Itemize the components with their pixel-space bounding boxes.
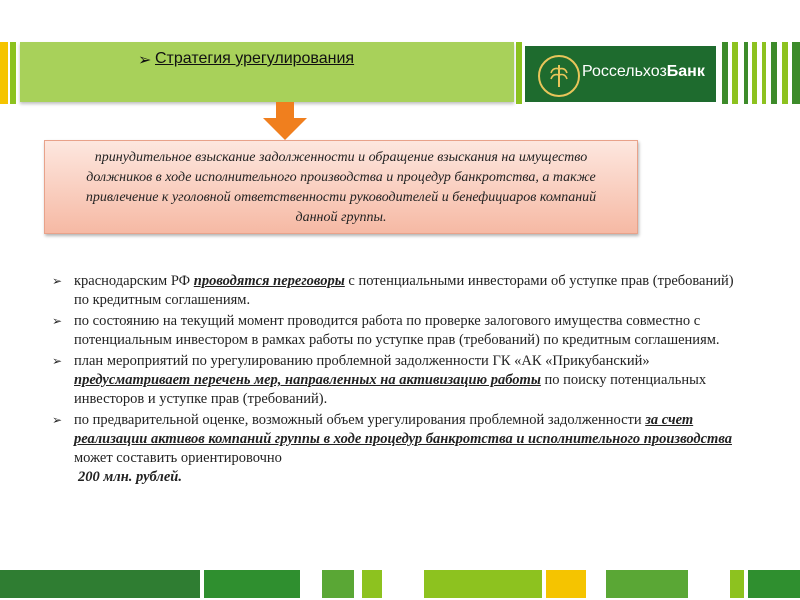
decor-stripe (10, 42, 16, 104)
item-emphasis: проводятся переговоры (193, 273, 345, 289)
item-text: с потенциальными инвесторами об уступке прав (требований) по кредитным соглашениям. (74, 273, 734, 308)
item-text: краснодарским РФ (74, 273, 194, 289)
item-text: план мероприятий по урегулированию проблемной задолженности ГК «АК «Прикубанский» (74, 353, 650, 369)
arrow-bullet-icon: ➢ (52, 413, 63, 427)
wheat-emblem-icon (538, 55, 580, 97)
decor-stripe (792, 42, 800, 104)
decor-stripe (752, 42, 757, 104)
item-text: по поиску потенциальных инвесторов и уступке прав (требований). (74, 372, 707, 407)
arrow-bullet-icon: ➢ (52, 354, 63, 368)
decor-stripe (606, 570, 688, 598)
list-item (52, 312, 752, 350)
item-text: по предварительной оценке, возможный объем урегулирования проблемной задолженности (74, 412, 646, 428)
decor-stripe (424, 570, 542, 598)
arrow-bullet-icon: ➢ (52, 314, 63, 328)
slide-title: Стратегия урегулирования (155, 50, 355, 67)
list-item (52, 411, 752, 468)
decor-stripe (762, 42, 766, 104)
item-text: по состоянию на текущий момент проводится работа по проверке залогового имущества совместно с потенциальным инвестором в рамках работы по уступке прав (требований) по кредитным соглашениям. (74, 313, 720, 348)
bullet-list (52, 272, 752, 487)
decor-stripe (546, 570, 586, 598)
down-arrow-icon (263, 102, 307, 140)
decor-stripe (771, 42, 777, 104)
decor-stripe (748, 570, 800, 598)
decor-stripe (362, 570, 382, 598)
strategy-callout: принудительное взыскание задолженности и обращение взыскания на имущество должников в ходе исполнительного производства и процедур банкротства, а также привлечение к уголовной ответственности руководителей и бенефициаров компаний данной группы. (44, 140, 638, 234)
list-item (52, 272, 752, 310)
item-emphasis: предусматривает перечень мер, направленных на активизацию работы (74, 372, 541, 388)
item-text: может составить ориентировочно (74, 450, 282, 466)
decor-stripe (732, 42, 738, 104)
estimated-amount: 200 млн. рублей. (78, 469, 182, 485)
decor-stripe (722, 42, 728, 104)
list-item (52, 352, 752, 409)
decor-stripe (0, 570, 200, 598)
decor-stripe (0, 42, 8, 104)
arrow-bullet-icon: ➢ (138, 50, 152, 69)
decor-stripe (516, 42, 522, 104)
decor-stripe (322, 570, 354, 598)
decor-stripe (204, 570, 300, 598)
logo-text-bold: Банк (666, 63, 705, 80)
item-emphasis: за счет реализации активов компаний группы в ходе процедур банкротства и исполнительного производства (74, 412, 732, 447)
arrow-bullet-icon: ➢ (52, 274, 63, 288)
decor-stripe (730, 570, 744, 598)
logo-text-regular: Россельхоз (582, 63, 667, 80)
bank-logo-text (582, 63, 705, 81)
decor-stripe (782, 42, 788, 104)
decor-stripe (744, 42, 748, 104)
